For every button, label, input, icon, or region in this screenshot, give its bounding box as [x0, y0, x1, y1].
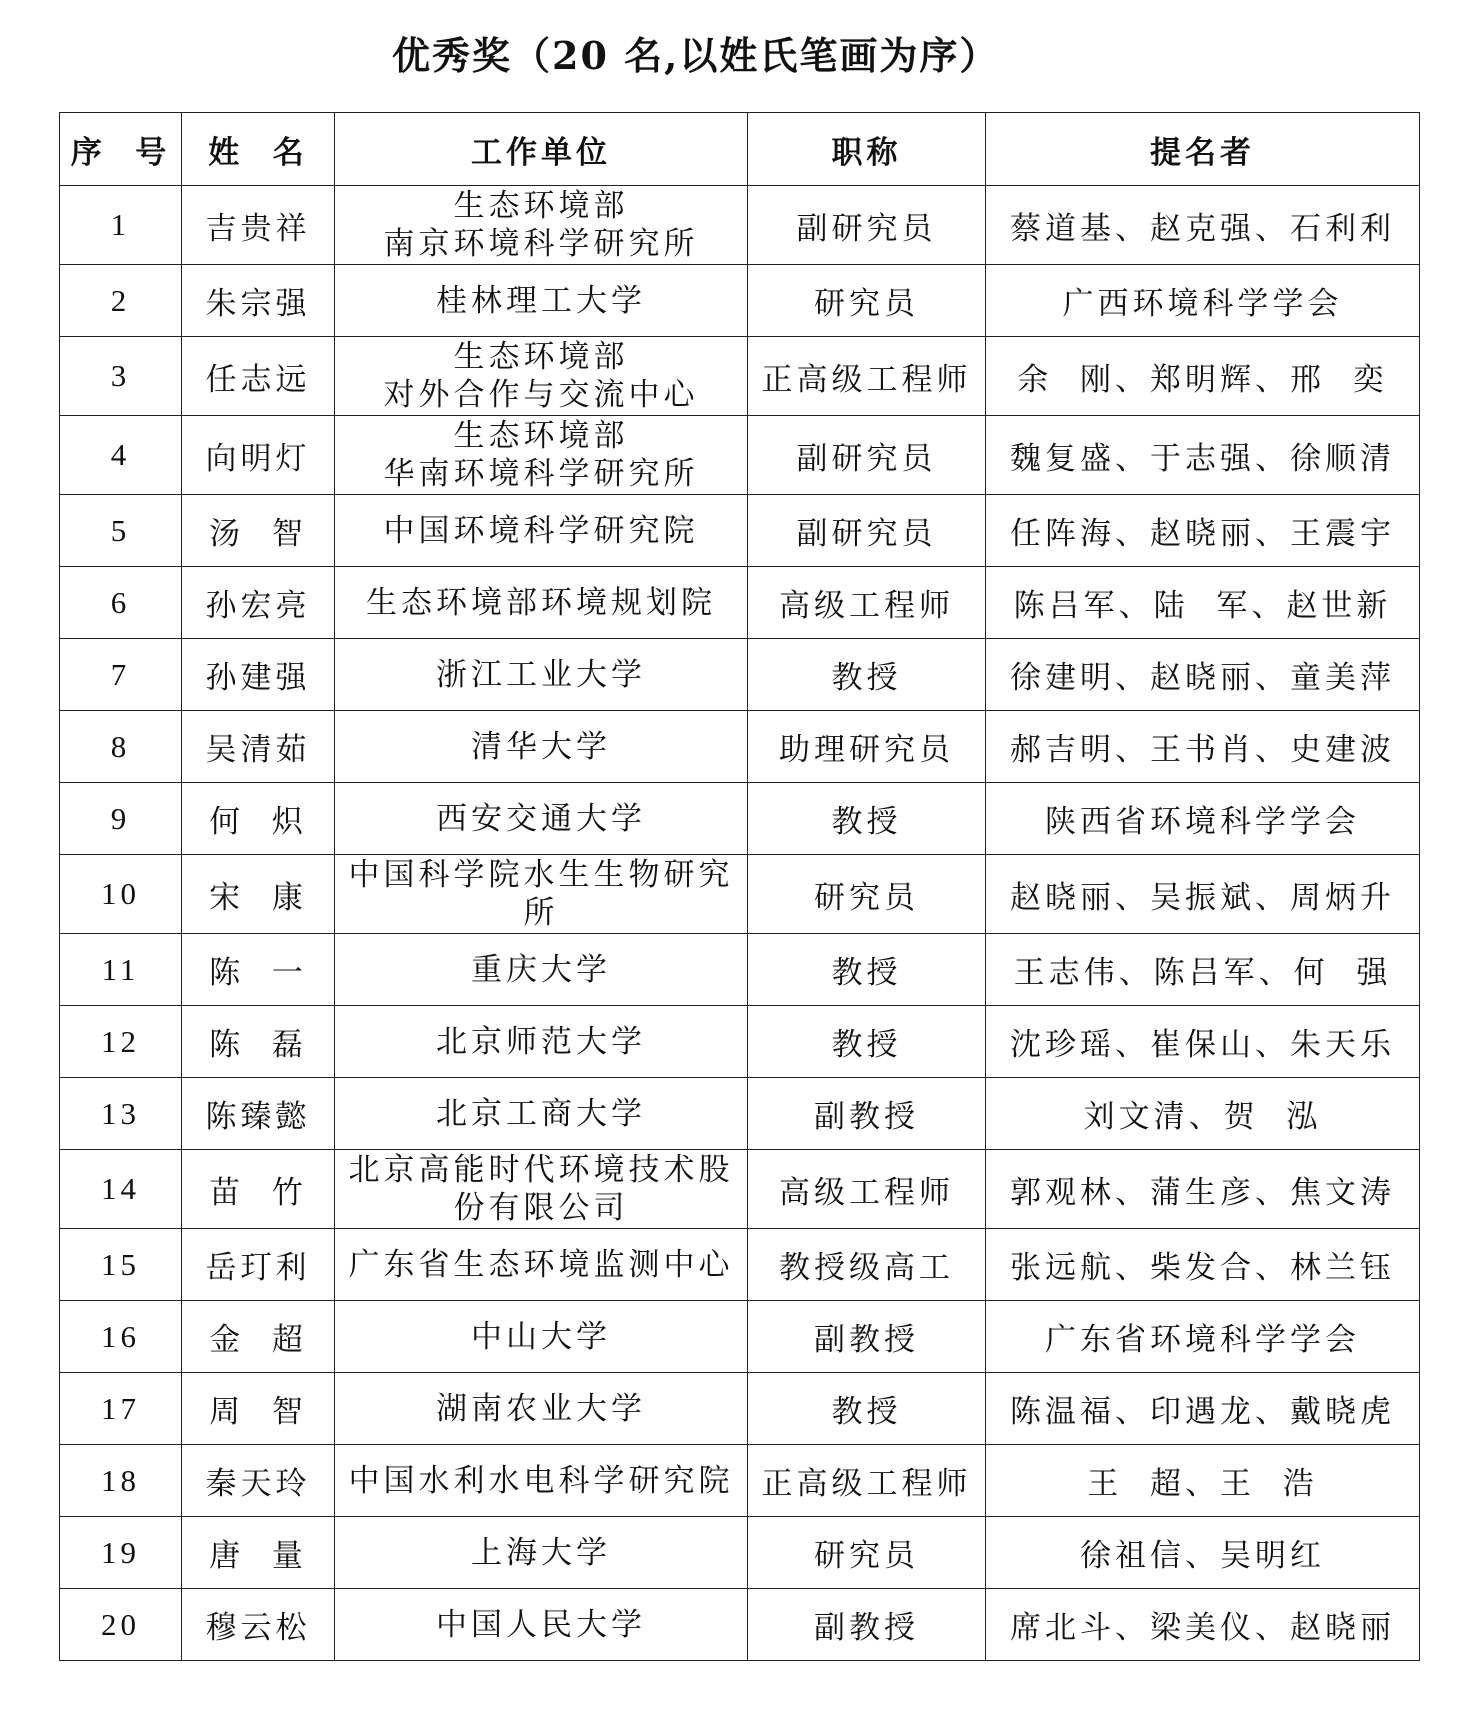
row-rank: 教授: [748, 1373, 986, 1445]
row-unit: [335, 1229, 748, 1301]
row-unit-line: 桂林理工大学: [436, 282, 646, 319]
row-name: 唐 量: [182, 1517, 335, 1589]
row-nominator: 陕西省环境科学学会: [986, 783, 1420, 855]
header-unit: 工作单位: [335, 113, 748, 186]
row-unit: [335, 567, 748, 639]
row-unit: [335, 1517, 748, 1589]
row-nominator: 王志伟、陈吕军、何 强: [986, 934, 1420, 1006]
row-nominator: 沈珍瑶、崔保山、朱天乐: [986, 1006, 1420, 1078]
row-unit: [335, 783, 748, 855]
row-unit-line: 所: [523, 895, 559, 931]
row-index: 2: [60, 265, 182, 337]
row-unit-line: 重庆大学: [471, 951, 611, 988]
row-nominator: 广东省环境科学学会: [986, 1301, 1420, 1373]
table-row: [60, 567, 1420, 639]
row-name: 汤 智: [182, 495, 335, 567]
row-nominator: 席北斗、梁美仪、赵晓丽: [986, 1589, 1420, 1661]
header-row: [60, 113, 1420, 186]
row-nominator: 任阵海、赵晓丽、王震宇: [986, 495, 1420, 567]
row-name: 苗 竹: [182, 1150, 335, 1229]
row-unit-line: 中国水利水电科学研究院: [348, 1462, 734, 1499]
header-nominator: 提名者: [986, 113, 1420, 186]
row-rank: 教授: [748, 934, 986, 1006]
row-nominator: 陈温福、印遇龙、戴晓虎: [986, 1373, 1420, 1445]
row-rank: 高级工程师: [748, 567, 986, 639]
row-rank: 正高级工程师: [748, 1445, 986, 1517]
row-rank: 研究员: [748, 265, 986, 337]
row-nominator: 赵晓丽、吴振斌、周炳升: [986, 855, 1420, 934]
row-unit-line: 西安交通大学: [436, 800, 646, 837]
row-index: 17: [60, 1373, 182, 1445]
row-name: 岳玎利: [182, 1229, 335, 1301]
row-rank: 助理研究员: [748, 711, 986, 783]
row-unit: [335, 639, 748, 711]
table-row: [60, 1589, 1420, 1661]
row-unit-line: 对外合作与交流中心: [383, 377, 699, 413]
table-row: [60, 934, 1420, 1006]
row-rank: 副研究员: [748, 416, 986, 495]
table-row: [60, 1517, 1420, 1589]
row-index: 9: [60, 783, 182, 855]
row-unit-line: 湖南农业大学: [436, 1390, 646, 1427]
row-rank: 研究员: [748, 1517, 986, 1589]
row-name: 陈臻懿: [182, 1078, 335, 1150]
table-row: [60, 416, 1420, 495]
row-unit-line: 华南环境科学研究所: [383, 456, 699, 492]
row-index: 3: [60, 337, 182, 416]
table-row: [60, 1078, 1420, 1150]
row-nominator: 郝吉明、王书肖、史建波: [986, 711, 1420, 783]
row-nominator: 陈吕军、陆 军、赵世新: [986, 567, 1420, 639]
row-name: 何 炽: [182, 783, 335, 855]
row-name: 向明灯: [182, 416, 335, 495]
row-unit: [335, 186, 748, 265]
row-name: 宋 康: [182, 855, 335, 934]
row-unit-line: 生态环境部: [453, 339, 629, 375]
row-nominator: 张远航、柴发合、林兰钰: [986, 1229, 1420, 1301]
row-nominator: 蔡道基、赵克强、石利利: [986, 186, 1420, 265]
row-unit-line: 北京工商大学: [436, 1095, 646, 1132]
row-unit-line: 中国人民大学: [436, 1606, 646, 1643]
header-index: 序 号: [60, 113, 182, 186]
table-row: [60, 1006, 1420, 1078]
table-row: [60, 711, 1420, 783]
row-unit-line: 北京高能时代环境技术股: [348, 1152, 734, 1188]
table-row: [60, 783, 1420, 855]
row-unit-line: 上海大学: [471, 1534, 611, 1571]
award-table: [59, 112, 1420, 1661]
header-name: 姓 名: [182, 113, 335, 186]
row-unit: [335, 855, 748, 934]
row-unit-line: 中国科学院水生生物研究: [348, 857, 734, 893]
row-unit: [335, 1078, 748, 1150]
row-index: 6: [60, 567, 182, 639]
row-unit: [335, 416, 748, 495]
row-unit-line: 浙江工业大学: [436, 656, 646, 693]
row-unit: [335, 1589, 748, 1661]
row-rank: 高级工程师: [748, 1150, 986, 1229]
row-name: 陈 一: [182, 934, 335, 1006]
header-rank: 职称: [748, 113, 986, 186]
row-unit-line: 份有限公司: [453, 1190, 629, 1226]
row-rank: 教授: [748, 783, 986, 855]
row-rank: 副教授: [748, 1078, 986, 1150]
row-index: 10: [60, 855, 182, 934]
table-row: [60, 855, 1420, 934]
row-index: 5: [60, 495, 182, 567]
row-rank: 副教授: [748, 1301, 986, 1373]
row-unit-line: 生态环境部环境规划院: [366, 584, 716, 621]
table-row: [60, 1150, 1420, 1229]
row-rank: 教授: [748, 1006, 986, 1078]
row-index: 1: [60, 186, 182, 265]
row-name: 金 超: [182, 1301, 335, 1373]
row-name: 孙宏亮: [182, 567, 335, 639]
row-nominator: 广西环境科学学会: [986, 265, 1420, 337]
row-index: 15: [60, 1229, 182, 1301]
row-unit-line: 清华大学: [471, 728, 611, 765]
row-unit: [335, 1373, 748, 1445]
row-unit: [335, 1301, 748, 1373]
row-name: 周 智: [182, 1373, 335, 1445]
row-unit: [335, 1150, 748, 1229]
row-name: 吉贵祥: [182, 186, 335, 265]
row-unit-line: 生态环境部: [453, 188, 629, 224]
row-name: 秦天玲: [182, 1445, 335, 1517]
row-rank: 副研究员: [748, 495, 986, 567]
row-unit-line: 广东省生态环境监测中心: [348, 1246, 734, 1283]
row-rank: 教授: [748, 639, 986, 711]
row-index: 20: [60, 1589, 182, 1661]
row-unit: [335, 495, 748, 567]
row-index: 18: [60, 1445, 182, 1517]
row-name: 朱宗强: [182, 265, 335, 337]
row-name: 吴清茹: [182, 711, 335, 783]
row-unit: [335, 1006, 748, 1078]
row-index: 16: [60, 1301, 182, 1373]
table-row: [60, 639, 1420, 711]
page-title: 优秀奖（20 名,以姓氏笔画为序）: [392, 33, 1000, 78]
table-row: [60, 1373, 1420, 1445]
row-unit-line: 生态环境部: [453, 418, 629, 454]
row-name: 孙建强: [182, 639, 335, 711]
row-name: 穆云松: [182, 1589, 335, 1661]
row-unit-line: 中国环境科学研究院: [383, 512, 699, 549]
table-row: [60, 495, 1420, 567]
row-index: 4: [60, 416, 182, 495]
row-nominator: 魏复盛、于志强、徐顺清: [986, 416, 1420, 495]
row-nominator: 郭观林、蒲生彦、焦文涛: [986, 1150, 1420, 1229]
row-rank: 教授级高工: [748, 1229, 986, 1301]
table-row: [60, 1445, 1420, 1517]
row-unit-line: 北京师范大学: [436, 1023, 646, 1060]
table-row: [60, 337, 1420, 416]
row-rank: 研究员: [748, 855, 986, 934]
row-index: 7: [60, 639, 182, 711]
row-index: 14: [60, 1150, 182, 1229]
row-rank: 正高级工程师: [748, 337, 986, 416]
row-name: 陈 磊: [182, 1006, 335, 1078]
row-nominator: 王 超、王 浩: [986, 1445, 1420, 1517]
row-index: 13: [60, 1078, 182, 1150]
row-unit-line: 南京环境科学研究所: [383, 226, 699, 262]
row-unit: [335, 1445, 748, 1517]
row-index: 11: [60, 934, 182, 1006]
table-body: [60, 186, 1420, 1661]
row-unit: [335, 711, 748, 783]
row-unit: [335, 265, 748, 337]
row-nominator: 徐祖信、吴明红: [986, 1517, 1420, 1589]
row-nominator: 刘文清、贺 泓: [986, 1078, 1420, 1150]
row-unit: [335, 934, 748, 1006]
row-nominator: 徐建明、赵晓丽、童美萍: [986, 639, 1420, 711]
row-index: 12: [60, 1006, 182, 1078]
row-rank: 副研究员: [748, 186, 986, 265]
table-row: [60, 1229, 1420, 1301]
row-rank: 副教授: [748, 1589, 986, 1661]
row-index: 8: [60, 711, 182, 783]
row-unit: [335, 337, 748, 416]
row-index: 19: [60, 1517, 182, 1589]
row-name: 任志远: [182, 337, 335, 416]
row-nominator: 余 刚、郑明辉、邢 奕: [986, 337, 1420, 416]
table-row: [60, 186, 1420, 265]
row-unit-line: 中山大学: [471, 1318, 611, 1355]
table-row: [60, 1301, 1420, 1373]
table-row: [60, 265, 1420, 337]
